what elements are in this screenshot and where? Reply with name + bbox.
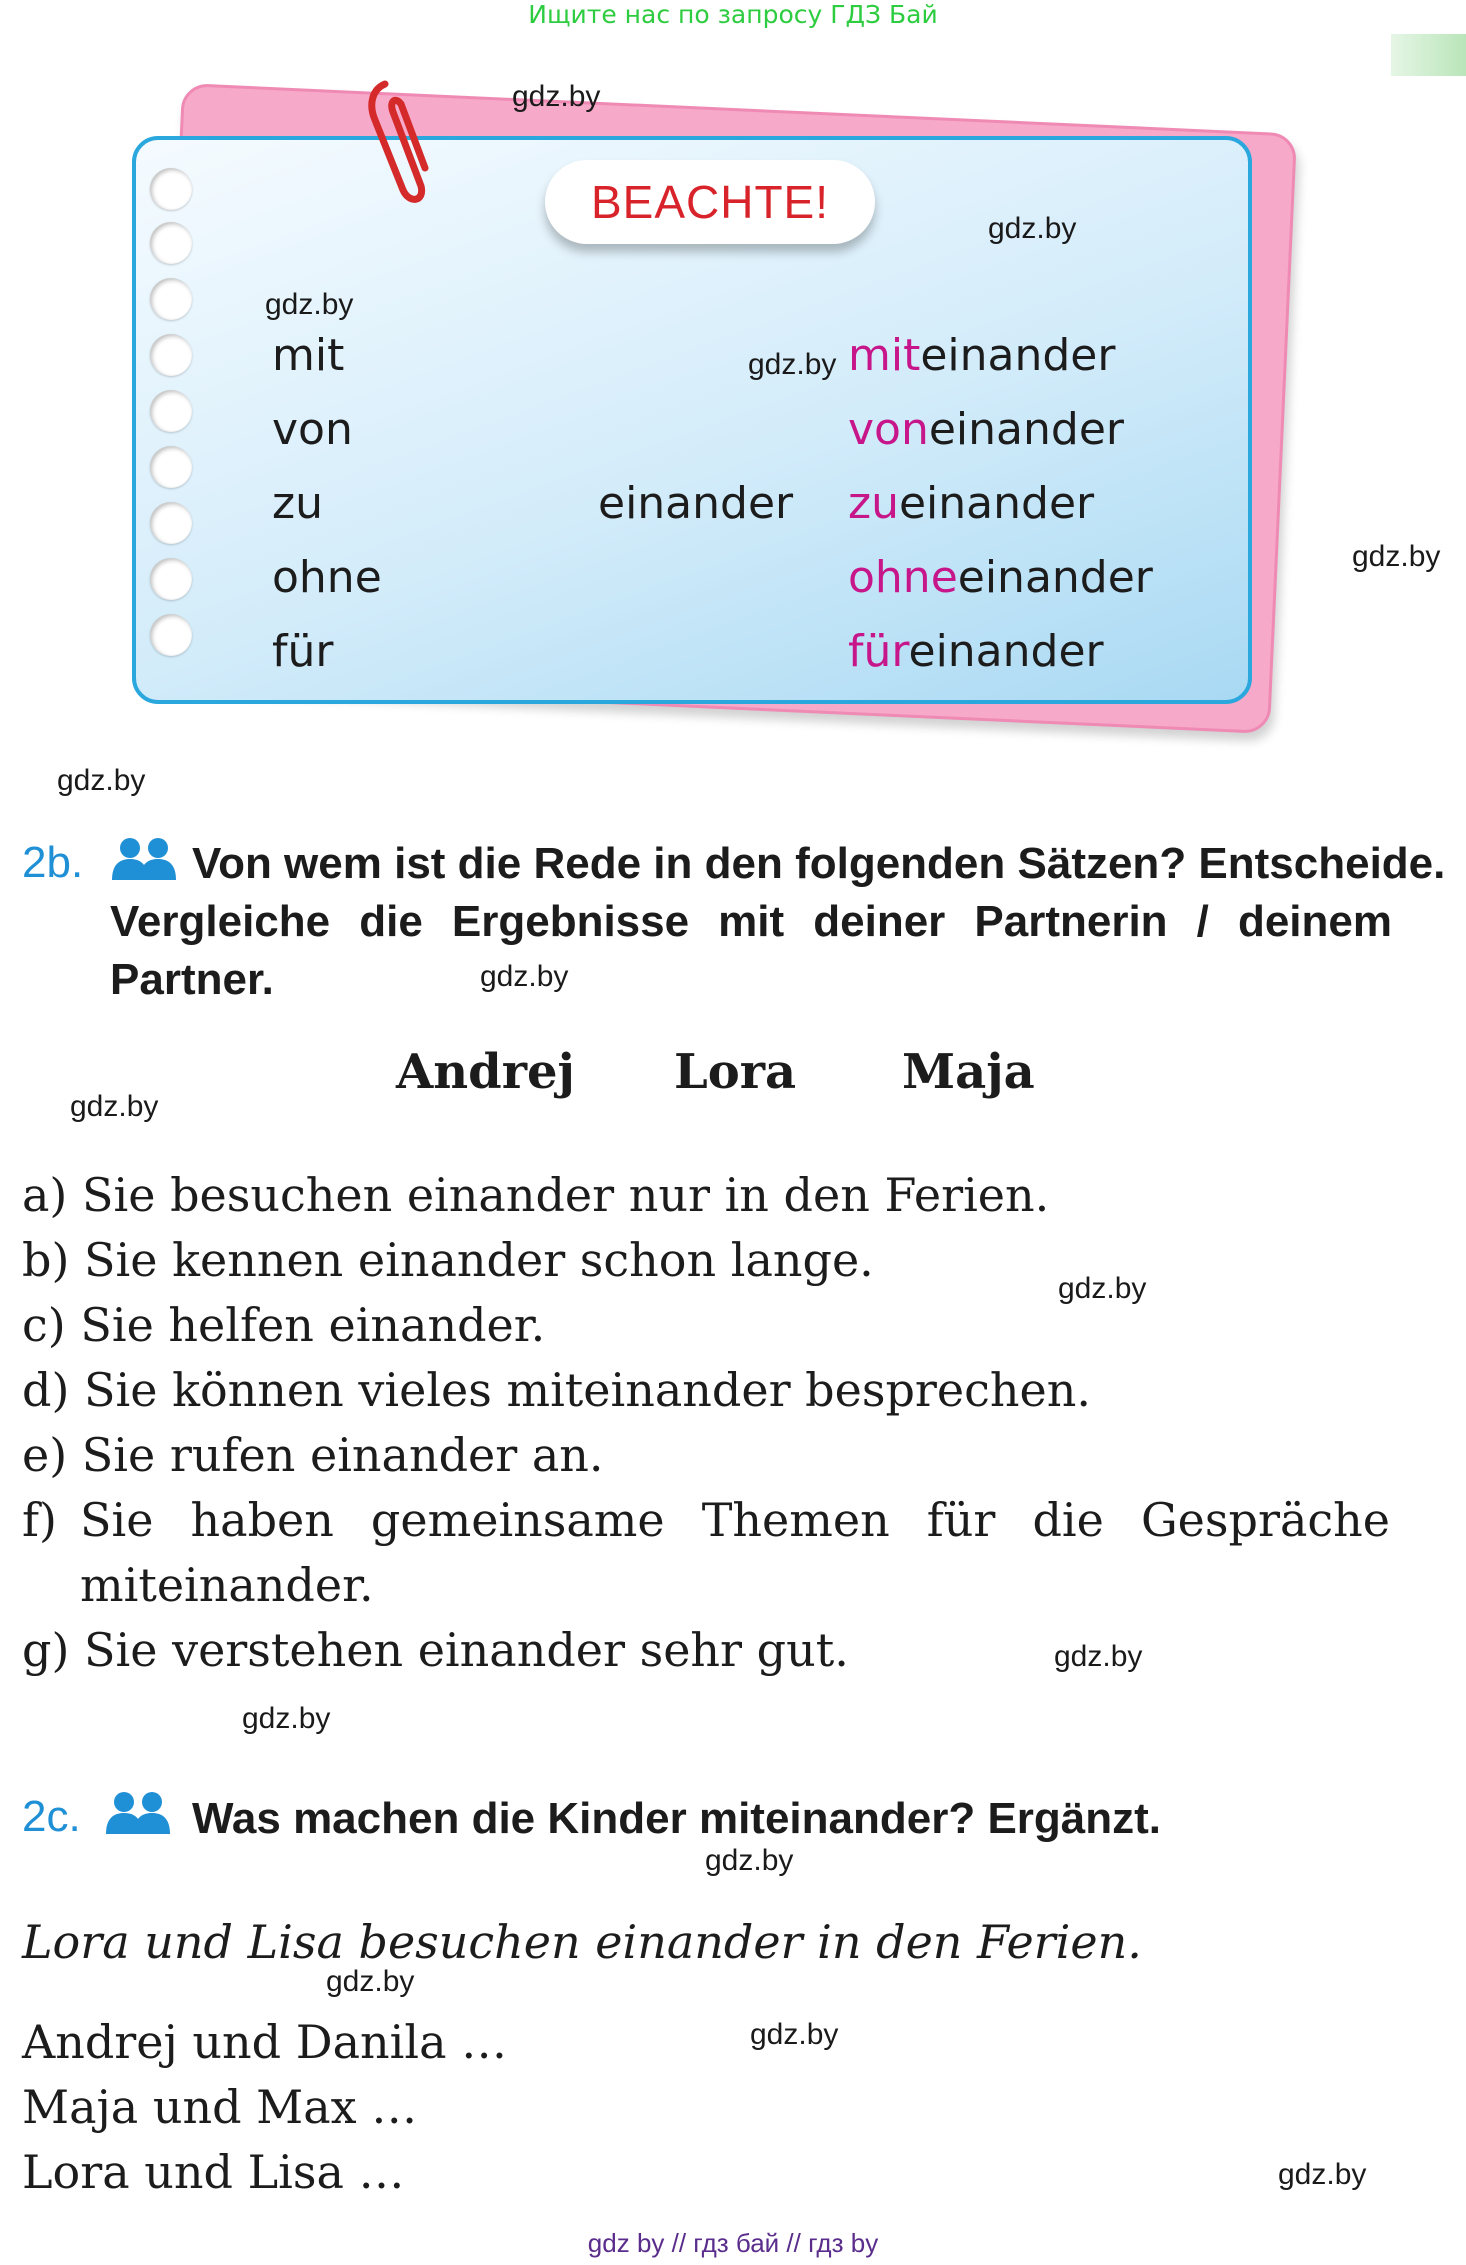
watermark: gdz.by [512, 80, 601, 113]
watermark: gdz.by [1058, 1272, 1147, 1305]
watermark: gdz.by [265, 288, 354, 321]
watermark: gdz.by [480, 960, 569, 993]
binder-ring [150, 278, 192, 320]
prompt-andrej-danila: Andrej und Danila … [22, 2015, 508, 2069]
task-2b-title-line1: Von wem ist die Rede in den folgenden Sätzen? Entscheide. [192, 839, 1446, 888]
sentence-e: e) Sie rufen einander an. [22, 1428, 604, 1482]
watermark: gdz.by [1054, 1640, 1143, 1673]
compound-miteinander: miteinander [848, 330, 1116, 381]
task-2b-title-line2: Vergleiche die Ergebnisse mit deiner Partnerin / deinem [110, 897, 1392, 946]
watermark: gdz.by [57, 764, 146, 797]
sentence-g: g) Sie verstehen einander sehr gut. [22, 1623, 849, 1677]
task-2c-title: Was machen die Kinder miteinander? Ergänzt. [192, 1794, 1162, 1843]
task-2b-title-line3: Partner. [110, 955, 274, 1004]
prompt-maja-max: Maja und Max … [22, 2080, 418, 2134]
word-mit: mit [272, 330, 345, 381]
watermark: gdz.by [70, 1090, 159, 1123]
corner-tab [1391, 34, 1466, 76]
watermark: gdz.by [1352, 540, 1441, 573]
watermark: gdz.by [705, 1844, 794, 1877]
binder-ring [150, 222, 192, 264]
beachte-heading: BEACHTE! [545, 160, 875, 244]
compound-zueinander: zueinander [848, 478, 1095, 529]
watermark: gdz.by [1278, 2158, 1367, 2191]
word-ohne: ohne [272, 552, 382, 603]
binder-ring [150, 390, 192, 432]
pair-work-icon [110, 836, 178, 882]
sentence-f-label: f) [22, 1493, 57, 1547]
sentence-b: b) Sie kennen einander schon lange. [22, 1233, 874, 1287]
watermark: gdz.by [750, 2018, 839, 2051]
binder-ring [150, 334, 192, 376]
sentence-d: d) Sie können vieles miteinander besprechen. [22, 1363, 1091, 1417]
binder-ring [150, 446, 192, 488]
example-sentence: Lora und Lisa besuchen einander in den Ferien. [22, 1915, 1142, 1969]
task-2b-number: 2b. [22, 838, 84, 887]
name-maja: Maja [902, 1044, 1035, 1100]
pair-work-icon [104, 1790, 172, 1836]
name-lora: Lora [674, 1044, 797, 1100]
sentence-f-continued: miteinander. [80, 1558, 374, 1612]
compound-fuereinander: füreinander [848, 626, 1104, 677]
compound-ohneeinander: ohneeinander [848, 552, 1153, 603]
watermark: gdz.by [326, 1965, 415, 1998]
watermark: gdz.by [988, 212, 1077, 245]
word-einander: einander [598, 478, 794, 529]
footer-links[interactable]: gdz by // гдз бай // гдз by [587, 2228, 879, 2258]
word-fuer: für [272, 626, 334, 677]
prompt-lora-lisa: Lora und Lisa … [22, 2145, 405, 2199]
binder-ring [150, 502, 192, 544]
task-2c-number: 2c. [22, 1792, 81, 1841]
binder-ring [150, 614, 192, 656]
name-andrej: Andrej [396, 1044, 575, 1100]
word-von: von [272, 404, 353, 455]
watermark: gdz.by [242, 1702, 331, 1735]
paperclip-icon [355, 72, 435, 222]
compound-voneinander: voneinander [848, 404, 1124, 455]
sentence-f: Sie haben gemeinsame Themen für die Gespräche [80, 1493, 1390, 1547]
word-zu: zu [272, 478, 323, 529]
sentence-c: c) Sie helfen einander. [22, 1298, 546, 1352]
top-banner[interactable]: Ищите нас по запросу ГДЗ Бай [528, 0, 938, 29]
watermark: gdz.by [748, 348, 837, 381]
binder-ring [150, 168, 192, 210]
binder-ring [150, 558, 192, 600]
sentence-a: a) Sie besuchen einander nur in den Ferien. [22, 1168, 1050, 1222]
